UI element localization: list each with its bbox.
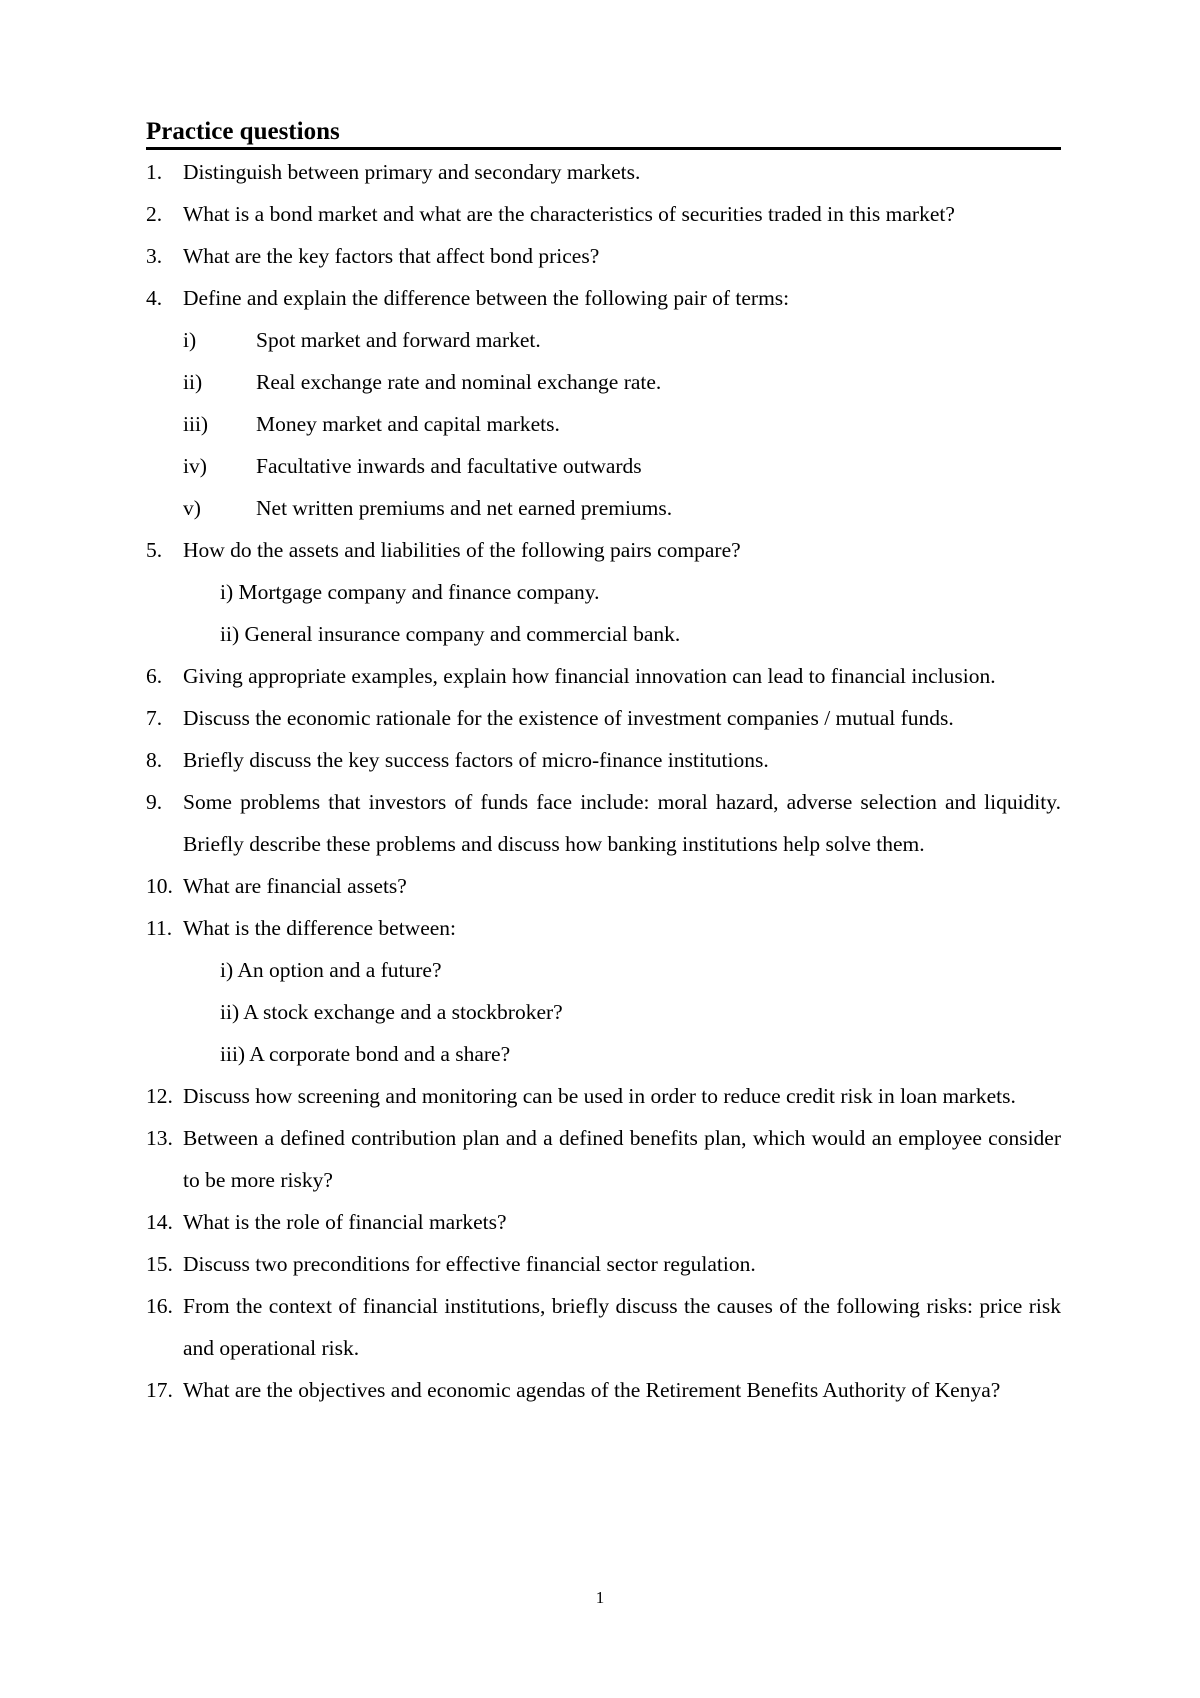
question-1 xyxy=(146,151,1061,193)
question-text: Discuss the economic rationale for the existence of investment companies / mutual funds. xyxy=(183,706,954,730)
sub-item-number: ii) xyxy=(183,370,203,394)
sub-item-text: iii) A corporate bond and a share? xyxy=(220,1042,511,1066)
question-number: 17. xyxy=(146,1378,173,1402)
page-number: 1 xyxy=(595,1588,605,1607)
question-number: 11. xyxy=(146,916,173,940)
question-number: 6. xyxy=(146,664,163,688)
question-number: 10. xyxy=(146,874,173,898)
question-2 xyxy=(146,193,1061,235)
sub-item xyxy=(146,1033,1061,1075)
question-15 xyxy=(146,1243,1061,1285)
sub-item-text: ii) General insurance company and commercial bank. xyxy=(220,622,681,646)
sub-item-text: i) An option and a future? xyxy=(220,958,442,982)
question-text: Between a defined contribution plan and a defined benefits plan, which would an employee consider to be more risky? xyxy=(183,1126,1061,1192)
sub-item xyxy=(146,361,1061,403)
sub-item-number: iii) xyxy=(183,412,209,436)
question-text: What are the objectives and economic agendas of the Retirement Benefits Authority of Kenya? xyxy=(183,1378,1001,1402)
question-9 xyxy=(146,781,1061,865)
question-number: 3. xyxy=(146,244,163,268)
question-text: From the context of financial institutions, briefly discuss the causes of the following risks: price risk and operational risk. xyxy=(183,1294,1061,1360)
question-10 xyxy=(146,865,1061,907)
question-number: 15. xyxy=(146,1252,173,1276)
question-6 xyxy=(146,655,1061,697)
sub-item-text: Spot market and forward market. xyxy=(256,328,541,352)
question-text: What are financial assets? xyxy=(183,874,407,898)
question-text: How do the assets and liabilities of the following pairs compare? xyxy=(183,538,741,562)
sub-item-number: v) xyxy=(183,496,201,520)
question-4 xyxy=(146,277,1061,319)
question-number: 9. xyxy=(146,790,163,814)
sub-item xyxy=(146,445,1061,487)
question-text: What is the role of financial markets? xyxy=(183,1210,507,1234)
question-text: What is the difference between: xyxy=(183,916,457,940)
question-14 xyxy=(146,1201,1061,1243)
question-text: Briefly discuss the key success factors of micro-finance institutions. xyxy=(183,748,769,772)
sub-item-text: i) Mortgage company and finance company. xyxy=(220,580,600,604)
question-number: 14. xyxy=(146,1210,173,1234)
question-list xyxy=(146,151,1061,1411)
question-number: 12. xyxy=(146,1084,173,1108)
sub-item xyxy=(146,403,1061,445)
question-text: Some problems that investors of funds face include: moral hazard, adverse selection and liquidity. Briefly describe these problems and discuss how banking institutions help solve them. xyxy=(183,790,1061,856)
question-17 xyxy=(146,1369,1061,1411)
question-number: 4. xyxy=(146,286,163,310)
question-number: 8. xyxy=(146,748,163,772)
question-11 xyxy=(146,907,1061,949)
question-number: 2. xyxy=(146,202,163,226)
question-text: Discuss two preconditions for effective financial sector regulation. xyxy=(183,1252,756,1276)
question-13 xyxy=(146,1117,1061,1201)
question-text: What are the key factors that affect bond prices? xyxy=(183,244,600,268)
question-5 xyxy=(146,529,1061,571)
sub-item xyxy=(146,487,1061,529)
question-text: Distinguish between primary and secondary markets. xyxy=(183,160,641,184)
question-16 xyxy=(146,1285,1061,1369)
question-12 xyxy=(146,1075,1061,1117)
question-number: 5. xyxy=(146,538,163,562)
question-7 xyxy=(146,697,1061,739)
sub-item xyxy=(146,571,1061,613)
sub-item-number: i) xyxy=(183,328,197,352)
question-number: 16. xyxy=(146,1294,173,1318)
sub-item-text: ii) A stock exchange and a stockbroker? xyxy=(220,1000,563,1024)
sub-item-text: Net written premiums and net earned premiums. xyxy=(256,496,673,520)
sub-item xyxy=(146,319,1061,361)
question-number: 7. xyxy=(146,706,163,730)
sub-item-text: Facultative inwards and facultative outwards xyxy=(256,454,642,478)
question-text: Discuss how screening and monitoring can be used in order to reduce credit risk in loan markets. xyxy=(183,1084,1016,1108)
sub-item-number: iv) xyxy=(183,454,207,478)
sub-item-text: Real exchange rate and nominal exchange rate. xyxy=(256,370,662,394)
question-3 xyxy=(146,235,1061,277)
sub-item-text: Money market and capital markets. xyxy=(256,412,560,436)
question-text: What is a bond market and what are the characteristics of securities traded in this market? xyxy=(183,202,955,226)
sub-item xyxy=(146,991,1061,1033)
page-title: Practice questions xyxy=(146,117,1061,150)
question-8 xyxy=(146,739,1061,781)
sub-item xyxy=(146,949,1061,991)
question-number: 13. xyxy=(146,1126,173,1150)
sub-item xyxy=(146,613,1061,655)
question-text: Define and explain the difference between the following pair of terms: xyxy=(183,286,790,310)
question-number: 1. xyxy=(146,160,163,184)
question-text: Giving appropriate examples, explain how financial innovation can lead to financial inclusion. xyxy=(183,664,996,688)
